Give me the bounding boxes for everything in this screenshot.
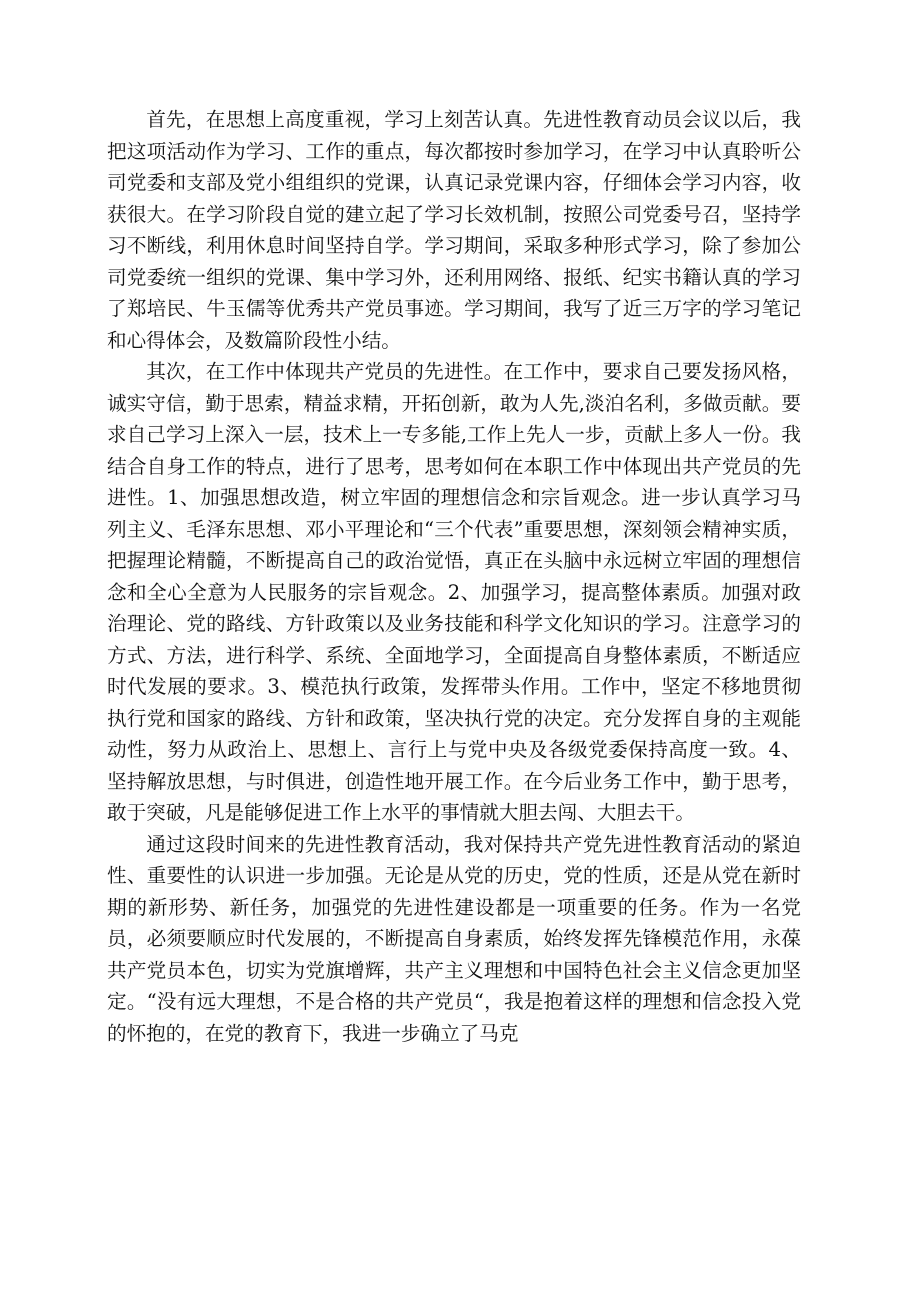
paragraph-3: 通过这段时间来的先进性教育活动，我对保持共产党先进性教育活动的紧迫性、重要性的认识进一步加强。无论是从党的历史，党的性质，还是从党在新时期的新形势、新任务，加强党的先进性建设都是一项重要的任务。作为一名党员，必须要顺应时代发展的，不断提高自身素质，始终发挥先锋模范作用，永葆共产党员本色，切实为党旗增辉，共产主义理想和中国特色社会主义信念更加坚定。“没有远大理想，不是合格的共产党员“，我是抱着这样的理想和信念投入党的怀抱的，在党的教育下，我进一步确立了马克 [107, 832, 801, 1045]
paragraph-1: 首先，在思想上高度重视，学习上刻苦认真。先进性教育动员会议以后，我把这项活动作为学习、工作的重点，每次都按时参加学习，在学习中认真聆听公司党委和支部及党小组组织的党课，认真记录党课内容，仔细体会学习内容，收获很大。在学习阶段自觉的建立起了学习长效机制，按照公司党委号召，坚持学习不断线，利用休息时间坚持自学。学习期间，采取多种形式学习，除了参加公司党委统一组织的党课、集中学习外，还利用网络、报纸、纪实书籍认真的学习了郑培民、牛玉儒等优秀共产党员事迹。学习期间，我写了近三万字的学习笔记和心得体会，及数篇阶段性小结。 [107, 108, 801, 352]
document-body [107, 104, 801, 1049]
paragraph-2: 其次，在工作中体现共产党员的先进性。在工作中，要求自己要发扬风格，诚实守信，勤于思索，精益求精，开拓创新，敢为人先,淡泊名利，多做贡献。要求自己学习上深入一层，技术上一专多能,工作上先人一步，贡献上多人一份。我结合自身工作的特点，进行了思考，思考如何在本职工作中体现出共产党员的先进性。1、加强思想改造，树立牢固的理想信念和宗旨观念。进一步认真学习马列主义、毛泽东思想、邓小平理论和“三个代表”重要思想，深刻领会精神实质，把握理论精髓，不断提高自己的政治觉悟，真正在头脑中永远树立牢固的理想信念和全心全意为人民服务的宗旨观念。2、加强学习，提高整体素质。加强对政治理论、党的路线、方针政策以及业务技能和科学文化知识的学习。注意学习的方式、方法，进行科学、系统、全面地学习，全面提高自身整体素质，不断适应时代发展的要求。3、模范执行政策，发挥带头作用。工作中，坚定不移地贯彻执行党和国家的路线、方针和政策，坚决执行党的决定。充分发挥自身的主观能动性，努力从政治上、思想上、言行上与党中央及各级党委保持高度一致。4、坚持解放思想，与时俱进，创造性地开展工作。在今后业务工作中，勤于思考，敢于突破，凡是能够促进工作上水平的事情就大胆去闯、大胆去干。 [107, 360, 801, 824]
